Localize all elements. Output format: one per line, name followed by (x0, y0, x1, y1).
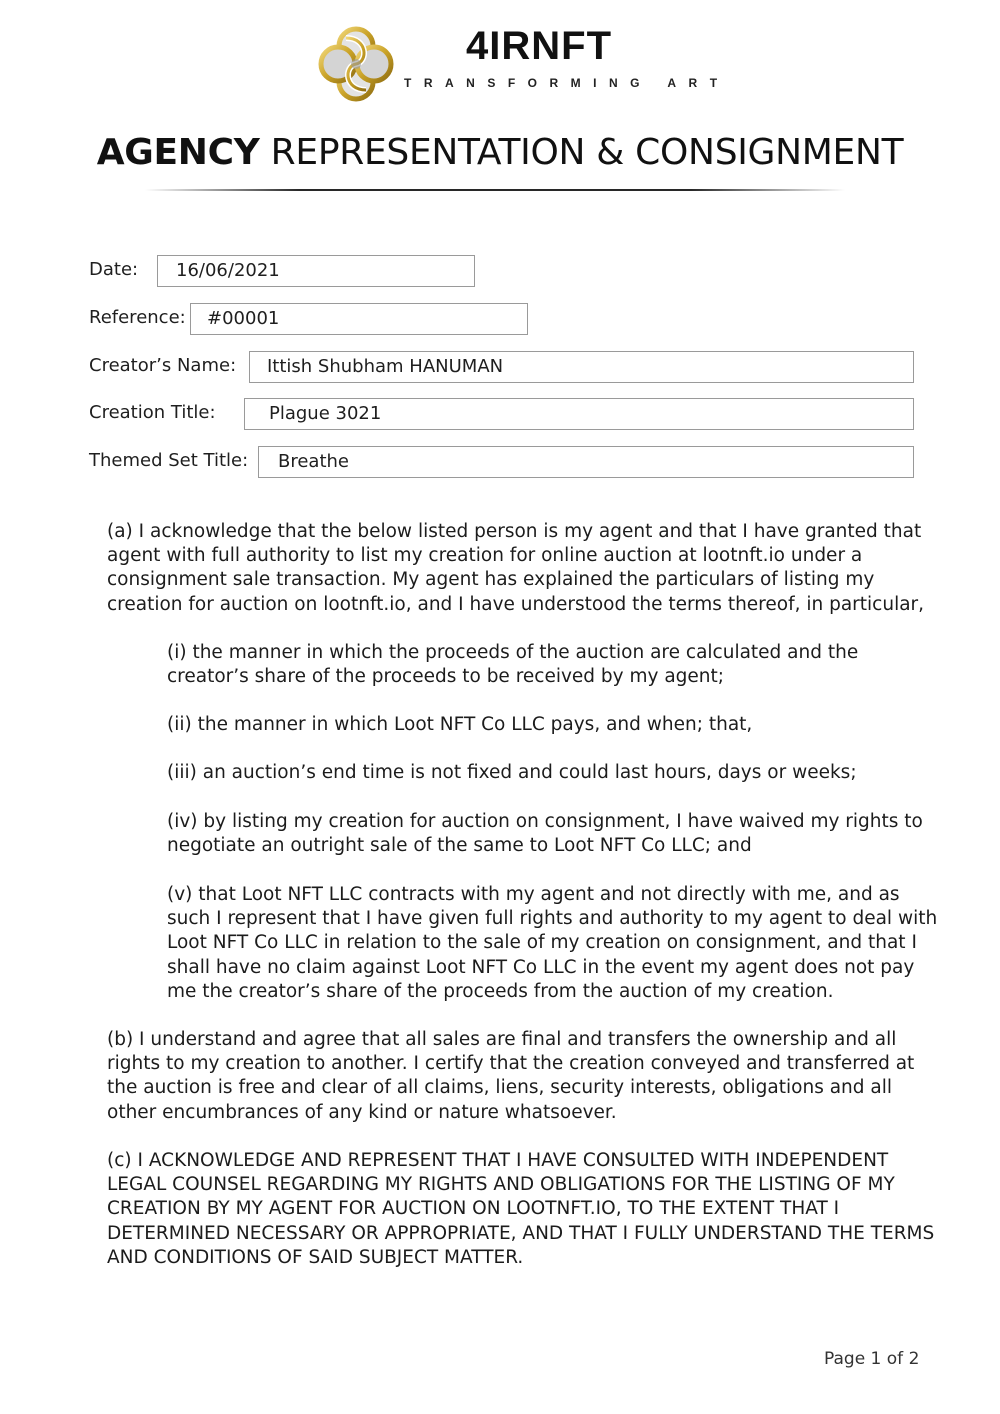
clause-a-i: (i) the manner in which the proceeds of the auction are calculated and the creator’s share of the proceeds to be received by my agent; (167, 642, 859, 688)
brand-name: 4IRNFT (466, 24, 612, 68)
document-title (0, 128, 1000, 178)
date-field[interactable]: 16/06/2021 (157, 255, 475, 287)
clause-a-iv: (iv) by listing my creation for auction on consignment, I have waived my rights to negotiate an outright sale of the same to Loot NFT Co LLC; and (167, 811, 923, 857)
clause-a-ii: (ii) the manner in which Loot NFT Co LLC pays, and when; that, (167, 714, 753, 735)
gold-infinity-logo-icon (316, 24, 396, 104)
reference-field[interactable]: #00001 (190, 303, 528, 335)
creator-name-label: Creator’s Name: (89, 355, 237, 376)
themed-set-title-label: Themed Set Title: (89, 450, 249, 471)
clause-c: (c) I ACKNOWLEDGE AND REPRESENT THAT I HAVE CONSULTED WITH INDEPENDENT LEGAL COUNSEL REGARDING MY RIGHTS AND OBLIGATIONS FOR THE LISTING OF MY CREATION BY MY AGENT FOR AUCTION ON LOOTNFT.IO, TO THE EXTENT THAT I DETERMINED NECESSARY OR APPROPRIATE, AND THAT I FULLY UNDERSTAND THE TERMS AND CONDITIONS OF SAID SUBJECT MATTER. (107, 1150, 935, 1268)
clause-a-iii: (iii) an auction’s end time is not fixed and could last hours, days or weeks; (167, 762, 857, 783)
themed-set-title-field[interactable]: Breathe (258, 446, 914, 478)
date-label: Date: (89, 259, 139, 280)
brand-block (404, 24, 730, 90)
reference-label: Reference: (89, 307, 186, 328)
creation-title-field[interactable]: Plague 3021 (244, 398, 914, 430)
creation-title-label: Creation Title: (89, 402, 216, 423)
title-divider (145, 189, 845, 191)
clause-a: (a) I acknowledge that the below listed person is my agent and that I have granted that agent with full authority to list my creation for online auction at lootnft.io under a consignment sale transaction. My agent has explained the particulars of listing my creation for auction on lootnft.io, and I have understood the terms thereof, in particular, (107, 521, 925, 615)
document-title-rest: REPRESENTATION & CONSIGNMENT (270, 132, 904, 173)
brand-tagline: TRANSFORMING ART (404, 76, 730, 90)
clause-b: (b) I understand and agree that all sales are final and transfers the ownership and all rights to my creation to another. I certify that the creation conveyed and transferred at the auction is free and clear of all claims, liens, security interests, obligations and all other encumbrances of any kind or nature whatsoever. (107, 1029, 915, 1123)
document-title-bold: AGENCY (96, 132, 260, 173)
page-number: Page 1 of 2 (824, 1349, 920, 1369)
clause-a-v: (v) that Loot NFT LLC contracts with my agent and not directly with me, and as such I represent that I have given full rights and authority to my agent to deal with Loot NFT Co LLC in relation to the sale of my creation on consignment, and that I shall have no claim against Loot NFT Co LLC in the event my agent does not pay me the creator’s share of the proceeds from the auction of my creation. (167, 884, 938, 1002)
creator-name-field[interactable]: Ittish Shubham HANUMAN (249, 351, 914, 383)
